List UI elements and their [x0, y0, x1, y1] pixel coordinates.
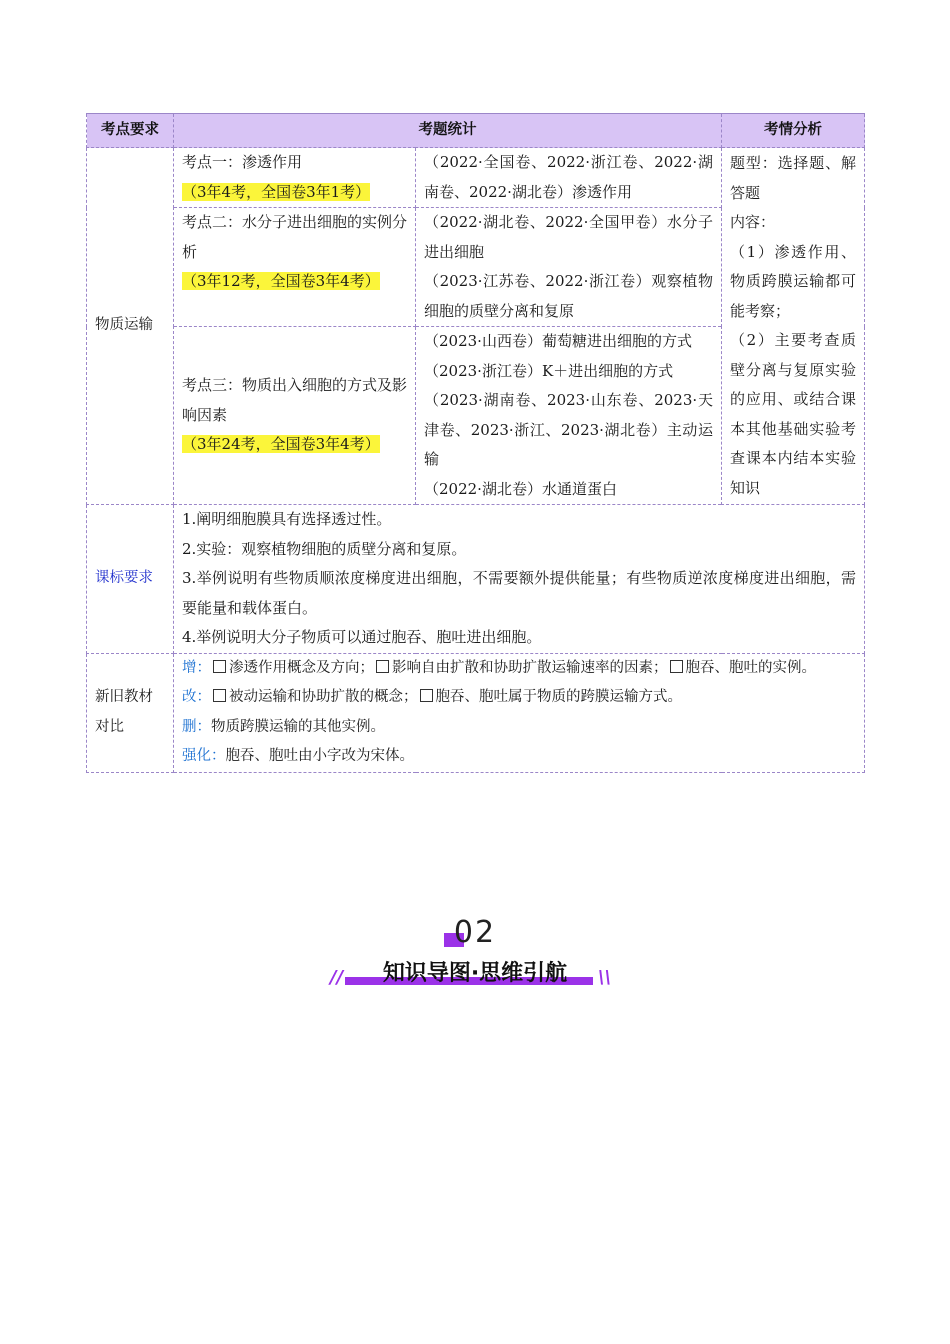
exam-stat-2	[416, 208, 722, 327]
strengthen-text: 胞吞、胞吐由小字改为宋体。	[225, 748, 414, 764]
table-header-row	[87, 114, 865, 148]
stat-line: （2022·全国卷、2022·浙江卷、2022·湖南卷、2022·湖北卷）渗透作用	[424, 153, 713, 201]
strengthen-tag: 强化：	[182, 748, 226, 764]
add-item: 影响自由扩散和协助扩散运输速率的因素；	[392, 659, 668, 676]
exam-overview-table	[86, 113, 865, 773]
curriculum-item: 3.举例说明有些物质顺浓度梯度进出细胞，不需要额外提供能量；有些物质逆浓度梯度进出细胞，需要能量和载体蛋白。	[182, 569, 856, 617]
row-label-textbook: 新旧教材对比	[87, 653, 174, 772]
change-item: 被动运输和协助扩散的概念；	[229, 689, 418, 705]
exam-point-2	[174, 208, 416, 327]
exam-stat-1	[416, 148, 722, 208]
section-title: 知识导图·思维引航	[382, 961, 568, 986]
delete-tag: 删：	[182, 718, 211, 735]
exam-point-title: 考点二：水分子进出细胞的实例分析	[182, 213, 408, 261]
checkbox-icon	[213, 689, 226, 702]
left-slash-icon: //	[330, 967, 344, 988]
analysis-line: 题型：选择题、解答题	[730, 154, 856, 202]
row-label-transport: 物质运输	[87, 148, 174, 505]
stat-line: （2023·浙江卷）K＋进出细胞的方式	[424, 361, 674, 380]
add-item: 胞吞、胞吐的实例。	[685, 659, 816, 676]
stat-line: （2022·湖北卷）水通道蛋白	[424, 479, 617, 498]
curriculum-item: 2.实验：观察植物细胞的质壁分离和复原。	[182, 539, 467, 558]
exam-point-count: （3年24考，全国卷3年4考）	[182, 435, 380, 454]
stat-line: （2022·湖北卷、2022·全国甲卷）水分子进出细胞	[424, 213, 713, 261]
change-tag: 改：	[182, 689, 211, 705]
add-tag: 增：	[182, 659, 211, 676]
exam-point-count: （3年12考，全国卷3年4考）	[182, 272, 380, 290]
table-row	[87, 148, 865, 208]
section-header	[0, 915, 950, 995]
curriculum-cell	[174, 505, 865, 654]
exam-point-title: 考点三：物质出入细胞的方式及影响因素	[182, 376, 408, 424]
curriculum-item: 1.阐明细胞膜具有选择透过性。	[182, 510, 392, 528]
delete-text: 物质跨膜运输的其他实例。	[211, 718, 385, 735]
table-row	[87, 505, 865, 654]
curriculum-item: 4.举例说明大分子物质可以通过胞吞、胞吐进出细胞。	[182, 628, 542, 646]
strengthen-line	[182, 742, 856, 772]
change-item: 胞吞、胞吐属于物质的跨膜运输方式。	[435, 689, 682, 705]
delete-line	[182, 713, 856, 743]
row-label-curriculum: 课标要求	[87, 505, 174, 654]
checkbox-icon	[670, 660, 683, 673]
exam-point-1	[174, 148, 416, 208]
exam-point-3	[174, 327, 416, 505]
exam-stat-3	[416, 327, 722, 505]
stat-line: （2023·江苏卷、2022·浙江卷）观察植物细胞的质壁分离和复原	[424, 272, 713, 320]
header-exam-point: 考点要求	[87, 114, 174, 148]
checkbox-icon	[213, 660, 226, 673]
add-line	[182, 654, 856, 684]
stat-line: （2023·湖南卷、2023·山东卷、2023·天津卷、2023·浙江、2023·湖北卷）主动运输	[424, 391, 713, 468]
change-line	[182, 683, 856, 713]
add-item: 渗透作用概念及方向；	[229, 659, 374, 676]
header-exam-stats: 考题统计	[174, 114, 722, 148]
header-analysis: 考情分析	[722, 114, 865, 148]
exam-point-title: 考点一：渗透作用	[182, 153, 303, 171]
analysis-line: 内容：	[730, 213, 776, 231]
right-slash-icon: \\	[598, 967, 612, 988]
checkbox-icon	[420, 689, 433, 702]
analysis-line: （2）主要考查质壁分离与复原实验的应用、或结合课本其他基础实验考查课本内结本实验知识	[730, 331, 856, 497]
analysis-cell	[722, 148, 865, 505]
table-row	[87, 653, 865, 772]
stat-line: （2023·山西卷）葡萄糖进出细胞的方式	[424, 332, 692, 350]
checkbox-icon	[376, 660, 389, 673]
exam-point-count: （3年4考，全国卷3年1考）	[182, 182, 371, 201]
textbook-compare-cell	[174, 653, 865, 772]
section-number: 02	[453, 915, 497, 950]
analysis-line: （1）渗透作用、物质跨膜运输都可能考察；	[730, 242, 856, 320]
